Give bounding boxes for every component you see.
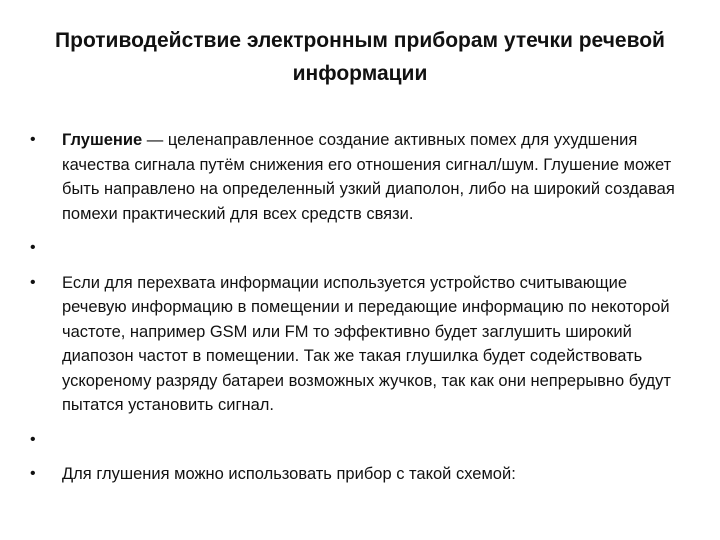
bullet-item-empty (30, 236, 680, 261)
bullet-item-wideband-jamming (30, 271, 680, 418)
bullet-list (30, 128, 680, 487)
bullet-marker: • (30, 430, 36, 448)
term-jamming: Глушение (62, 131, 143, 149)
bullet-item-device-scheme (30, 462, 680, 487)
bullet-item-empty (30, 428, 680, 453)
bullet-marker: • (30, 465, 36, 482)
bullet-text: Если для перехвата информации используется устройство считывающие речевую информацию в помещении и передающие информацию по некоторой частоте, например GSM или FM то эффективно будет заглушить широкий диапозон частот в помещении. Так же такая глушилка будет содействовать ускореному разряду батареи возможных жучков, так как они непрерывно будут пытатся установить сигнал. (62, 273, 671, 414)
bullet-item-jamming-definition (30, 128, 680, 226)
bullet-text: — целенаправленное создание активных помех для ухудшения качества сигнала путём снижения его отношения сигнал/шум. Глушение может быть направлено на определенный узкий диаполон, либо на широкий создавая помехи практический для всех средств связи. (62, 131, 675, 223)
slide-title: Противодействие электронным приборам утечки речевой информации (55, 29, 665, 85)
bullet-marker: • (30, 131, 36, 148)
bullet-marker: • (30, 239, 36, 256)
bullet-marker: • (30, 273, 36, 291)
bullet-text: Для глушения можно использовать прибор с такой схемой: (62, 465, 516, 483)
